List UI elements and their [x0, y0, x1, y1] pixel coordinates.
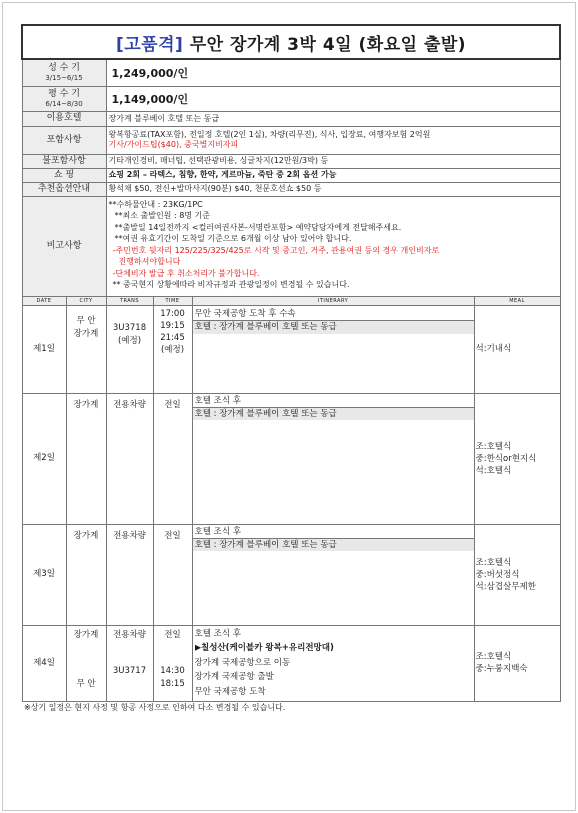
- day3-meal: [474, 524, 560, 625]
- excludes-value: 기타개인경비, 매너팁, 선택관광비용, 싱글차지(12만원/3박) 등: [106, 154, 560, 168]
- title-accent: [고품격]: [115, 34, 184, 55]
- shopping-label: 쇼 핑: [22, 168, 106, 182]
- itinerary-document: [21, 24, 561, 714]
- day4-city-depart: 장가계: [73, 629, 99, 640]
- day4-city-arrive: 무 안: [76, 678, 96, 689]
- day4-time-2: 14:30: [160, 665, 185, 676]
- day1-time: [153, 305, 192, 393]
- remark-visa-rule: -주민번호 뒷자리 125/225/325/425로 시작 및 중고인, 거주, 관용여권 등의 경우 개인비자로: [112, 245, 440, 255]
- header-itinerary: ITINERARY: [192, 296, 474, 305]
- includes-line1: 왕복항공료(TAX포함), 전일정 호텔(2인 1실), 차량(리무진), 식사, 입장료, 여행자보험 2억원: [108, 130, 431, 139]
- day4-date: 제4일: [22, 625, 66, 701]
- peak-price: 1,249,000/인: [106, 59, 560, 86]
- remark-passport-validity: **여권 유효기간이 도착일 기준으로 6개월 이상 남아 있어야 합니다.: [114, 234, 352, 243]
- day-row-2: [22, 393, 560, 524]
- remark-group-visa: -단체비자 발급 후 취소처리가 불가합니다.: [112, 268, 260, 278]
- day4-item: 무안 국제공항 도착: [194, 686, 266, 697]
- day4-time-1: 전일: [164, 629, 181, 640]
- day1-item: 무안 국제공항 도착 후 수속: [194, 308, 296, 319]
- day3-time: 전일: [153, 524, 192, 625]
- includes-line2: 기사/가이드팁($40), 중국별지비자피: [108, 140, 239, 149]
- peak-dates: 3/15~6/15: [45, 74, 83, 83]
- day2-meal-lunch: 중:한식or현지식: [475, 453, 537, 464]
- day4-time: [153, 625, 192, 701]
- day1-city-depart: 무 안: [76, 315, 96, 326]
- excludes-label: 불포함사항: [22, 154, 106, 168]
- page-title: [22, 25, 560, 59]
- remark-passport-copy: **출발일 14일전까지 <컬러여권사본-서명란포함> 예약담당자에게 전달해주세요.: [114, 222, 402, 232]
- remarks-value: [106, 196, 560, 296]
- header-meal: MEAL: [474, 296, 560, 305]
- day1-flight: 3U3718: [112, 322, 147, 333]
- day3-hotel-note: 호텔 : 장가계 블루베이 호텔 또는 동급: [193, 538, 474, 551]
- day1-time-3: 21:45: [160, 333, 185, 344]
- day2-hotel-note: 호텔 : 장가계 블루베이 호텔 또는 동급: [193, 407, 474, 420]
- hotel-label: 이용호텔: [22, 111, 106, 126]
- day3-itinerary: [192, 524, 474, 625]
- header-date: DATE: [22, 296, 66, 305]
- day4-item: 장가계 국제공항으로 이동: [194, 657, 291, 668]
- offpeak-price: 1,149,000/인: [106, 86, 560, 111]
- day4-time-3: 18:15: [160, 678, 185, 689]
- offpeak-season-label: [22, 86, 106, 111]
- day1-city: [66, 305, 106, 393]
- day1-flight-note: (예정): [117, 335, 142, 346]
- day2-trans: 전용차량: [106, 393, 153, 524]
- day4-trans: [106, 625, 153, 701]
- day4-meal-lunch: 중:누룽지백숙: [475, 664, 528, 674]
- header-trans: TRANS: [106, 296, 153, 305]
- day4-flight: 3U3717: [112, 665, 147, 676]
- options-label: 추천옵션안내: [22, 182, 106, 196]
- day3-date: 제3일: [22, 524, 66, 625]
- offpeak-dates: 6/14~8/30: [45, 100, 83, 108]
- remark-baggage: **수하물안내 : 23KG/1PC: [108, 199, 203, 209]
- day1-hotel-note: 호텔 : 장가계 블루베이 호텔 또는 동급: [193, 320, 474, 334]
- day1-time-4: (예정): [160, 345, 185, 356]
- day1-date: 제1일: [22, 305, 66, 393]
- day1-time-1: 17:00: [160, 308, 185, 319]
- remark-min-people: **최소 출발인원 : 8명 기준: [114, 211, 211, 220]
- day1-time-2: 19:15: [160, 320, 185, 331]
- day2-item: 호텔 조식 후: [194, 395, 241, 406]
- hotel-value: 장가계 블루베이 호텔 또는 동급: [106, 111, 560, 126]
- day4-item: 장가계 국제공항 출발: [194, 672, 274, 682]
- remark-visa-rule-cont: 진행하셔야합니다: [118, 257, 181, 266]
- day2-time: 전일: [153, 393, 192, 524]
- peak-season-label: [22, 59, 106, 86]
- offpeak-label-text: 평 수 기: [48, 89, 80, 99]
- footer-notice: ※상기 일정은 현지 사정 및 항공 사정으로 인하여 다소 변경될 수 있습니다.: [22, 701, 560, 714]
- day3-city: 장가계: [66, 524, 106, 625]
- day2-date: 제2일: [22, 393, 66, 524]
- day2-meal: [474, 393, 560, 524]
- day3-meal-breakfast: 조:호텔식: [475, 557, 512, 568]
- day4-meal-breakfast: 조:호텔식: [475, 652, 512, 662]
- includes-label: 포함사항: [22, 126, 106, 154]
- schedule-header: [22, 296, 560, 305]
- day3-trans: 전용차량: [106, 524, 153, 625]
- day-row-4: [22, 625, 560, 701]
- day4-trans-bus: 전용차량: [113, 629, 146, 640]
- day1-city-arrive: 장가계: [73, 328, 99, 339]
- shopping-value: 쇼핑 2회 – 라텍스, 침향, 한약, 게르마늄, 죽탄 중 2회 옵션 가능: [106, 168, 560, 182]
- day3-item: 호텔 조식 후: [194, 526, 241, 537]
- day-row-3: [22, 524, 560, 625]
- day3-meal-lunch: 중:버섯정식: [475, 569, 520, 580]
- day4-meal: [474, 625, 560, 701]
- day1-itinerary: [192, 305, 474, 393]
- remarks-label: 비고사항: [22, 196, 106, 296]
- includes-value: [106, 126, 560, 154]
- header-time: TIME: [153, 296, 192, 305]
- day2-meal-breakfast: 조:호텔식: [475, 441, 512, 452]
- title-main: 무안 장가계 3박 4일 (화요일 출발): [183, 34, 467, 55]
- day4-item: ▶칠성산(케이블카 왕복+유리전망대): [194, 643, 334, 653]
- peak-label-text: 성 수 기: [48, 63, 80, 74]
- day3-meal-dinner: 석:삼겹살무제한: [475, 581, 536, 592]
- day2-itinerary: [192, 393, 474, 524]
- day2-city: 장가계: [66, 393, 106, 524]
- day-row-1: [22, 305, 560, 393]
- day2-meal-dinner: 석:호텔식: [475, 465, 512, 476]
- day1-trans: [106, 305, 153, 393]
- day1-meal: 석:기내식: [474, 305, 560, 393]
- day4-itinerary: [192, 625, 474, 701]
- day4-item: 호텔 조식 후: [194, 628, 241, 639]
- header-city: CITY: [66, 296, 106, 305]
- options-value: 황석채 $50, 전신+발마사지(90분) $40, 천문호선쇼 $50 등: [106, 182, 560, 196]
- remark-change-notice: ** 중국현지 상황에따라 비자규정과 관광일정이 변경될 수 있습니다.: [112, 280, 350, 289]
- day4-city: [66, 625, 106, 701]
